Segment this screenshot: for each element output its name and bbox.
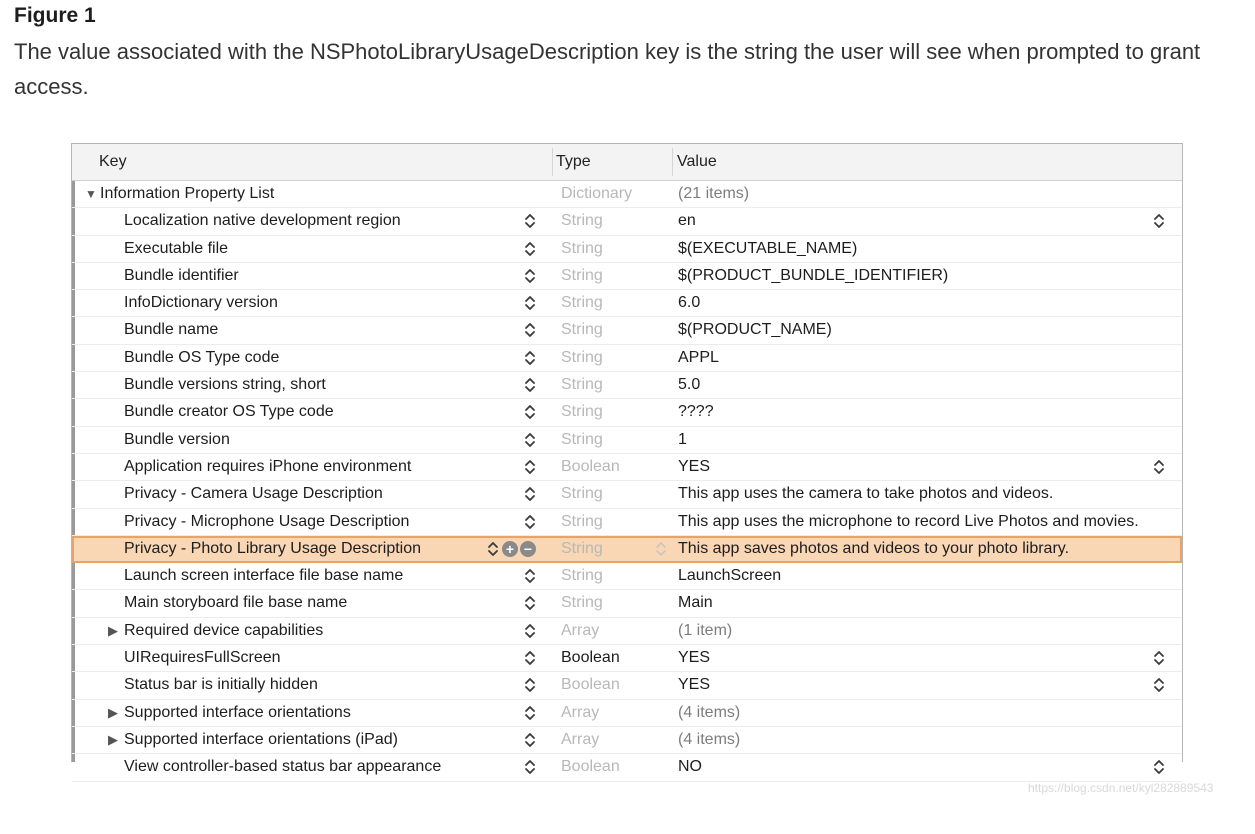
row-type[interactable]: Boolean	[561, 676, 620, 694]
remove-icon[interactable]: −	[520, 541, 536, 557]
column-header-value[interactable]: Value	[677, 153, 717, 170]
table-row[interactable]	[72, 372, 1182, 399]
key-stepper-icon[interactable]	[523, 402, 537, 422]
row-type[interactable]: String	[561, 567, 603, 585]
row-value[interactable]: 6.0	[678, 294, 701, 312]
row-type[interactable]: String	[561, 294, 603, 312]
row-value[interactable]: This app uses the microphone to record Live Photos and movies.	[678, 512, 1139, 530]
row-key[interactable]: View controller-based status bar appearance	[124, 758, 442, 776]
key-stepper-icon[interactable]	[523, 730, 537, 750]
value-stepper-icon[interactable]	[1152, 757, 1166, 777]
table-row[interactable]	[72, 509, 1182, 536]
row-value[interactable]: Main	[678, 594, 713, 612]
key-stepper-icon[interactable]	[523, 430, 537, 450]
add-icon[interactable]: +	[502, 541, 518, 557]
row-key: Information Property List	[100, 185, 275, 202]
disclosure-open-icon[interactable]: ▼	[85, 187, 97, 201]
key-stepper-icon[interactable]	[523, 293, 537, 313]
value-stepper-icon[interactable]	[1152, 675, 1166, 695]
key-stepper-icon[interactable]	[523, 566, 537, 586]
row-key[interactable]: Localization native development region	[124, 212, 401, 230]
table-row[interactable]	[72, 345, 1182, 372]
row-type[interactable]: String	[561, 512, 603, 530]
row-type[interactable]: Boolean	[561, 758, 620, 776]
row-type[interactable]: Boolean	[561, 649, 620, 667]
column-header-type[interactable]: Type	[556, 153, 591, 170]
row-key[interactable]: Privacy - Microphone Usage Description	[124, 512, 410, 530]
row-key[interactable]: Executable file	[124, 239, 229, 257]
key-stepper-icon[interactable]	[523, 348, 537, 368]
disclosure-closed-icon[interactable]: ▶	[108, 731, 118, 747]
row-key[interactable]: InfoDictionary version	[124, 294, 278, 312]
key-stepper-icon[interactable]	[523, 593, 537, 613]
row-key[interactable]: Required device capabilities	[124, 621, 324, 639]
disclosure-closed-icon[interactable]: ▶	[108, 704, 118, 720]
row-key[interactable]: Status bar is initially hidden	[124, 676, 318, 694]
property-rows	[72, 181, 1182, 782]
row-value[interactable]: YES	[678, 649, 711, 667]
row-key[interactable]: Application requires iPhone environment	[124, 457, 412, 475]
type-stepper-icon[interactable]	[654, 539, 668, 559]
row-type[interactable]: Array	[561, 621, 600, 639]
column-header-key[interactable]: Key	[99, 153, 127, 170]
key-stepper-icon[interactable]	[523, 320, 537, 340]
row-key[interactable]: Bundle versions string, short	[124, 376, 326, 394]
table-row[interactable]	[72, 290, 1182, 317]
row-type[interactable]: String	[561, 539, 603, 557]
row-key[interactable]: Bundle name	[124, 321, 219, 339]
table-row[interactable]	[72, 536, 1182, 563]
table-row[interactable]	[72, 208, 1182, 235]
row-type[interactable]: String	[561, 239, 603, 257]
row-value[interactable]: (1 item)	[678, 621, 733, 639]
key-stepper-icon[interactable]	[523, 621, 537, 641]
key-stepper-icon[interactable]	[523, 512, 537, 532]
key-stepper-icon[interactable]	[523, 239, 537, 259]
row-value[interactable]: This app saves photos and videos to your photo library.	[678, 539, 1070, 557]
value-stepper-icon[interactable]	[1152, 648, 1166, 668]
row-key[interactable]: Bundle creator OS Type code	[124, 403, 334, 421]
key-stepper-icon[interactable]	[523, 266, 537, 286]
row-key[interactable]: Bundle identifier	[124, 266, 239, 284]
row-value[interactable]: LaunchScreen	[678, 567, 782, 585]
row-value[interactable]: YES	[678, 676, 711, 694]
disclosure-closed-icon[interactable]: ▶	[108, 622, 118, 638]
property-list-editor	[71, 143, 1183, 776]
watermark-text: https://blog.csdn.net/kyl282889543	[1028, 781, 1214, 795]
row-type[interactable]: String	[561, 430, 603, 448]
key-stepper-icon[interactable]	[486, 539, 500, 559]
table-row[interactable]	[72, 236, 1182, 263]
row-type[interactable]: String	[561, 321, 603, 339]
column-divider[interactable]	[552, 148, 553, 176]
table-row[interactable]	[72, 700, 1182, 727]
row-value[interactable]: $(PRODUCT_BUNDLE_IDENTIFIER)	[678, 266, 949, 284]
row-value[interactable]: 5.0	[678, 376, 701, 394]
table-row[interactable]	[72, 590, 1182, 617]
row-type[interactable]: String	[561, 403, 603, 421]
row-type[interactable]: String	[561, 376, 603, 394]
table-row[interactable]	[72, 481, 1182, 508]
row-key[interactable]: Supported interface orientations (iPad)	[124, 730, 398, 748]
table-row[interactable]	[72, 618, 1182, 645]
row-value[interactable]: $(PRODUCT_NAME)	[678, 321, 832, 339]
row-type[interactable]: Array	[561, 703, 600, 721]
table-row[interactable]	[72, 727, 1182, 754]
key-stepper-icon[interactable]	[523, 675, 537, 695]
row-type[interactable]: String	[561, 485, 603, 503]
row-key[interactable]: UIRequiresFullScreen	[124, 649, 281, 667]
key-stepper-icon[interactable]	[523, 648, 537, 668]
key-stepper-icon[interactable]	[523, 757, 537, 777]
row-key[interactable]: Bundle OS Type code	[124, 348, 280, 366]
column-divider[interactable]	[672, 148, 673, 176]
row-value[interactable]: (4 items)	[678, 730, 741, 748]
table-row[interactable]	[72, 263, 1182, 290]
table-row[interactable]	[72, 399, 1182, 426]
table-row[interactable]	[72, 563, 1182, 590]
row-type[interactable]: String	[561, 266, 603, 284]
row-type[interactable]: Boolean	[561, 457, 620, 475]
key-stepper-icon[interactable]	[523, 211, 537, 231]
row-key[interactable]: Privacy - Photo Library Usage Description	[124, 539, 422, 557]
figure-title: Figure 1	[14, 4, 96, 27]
table-row[interactable]	[72, 645, 1182, 672]
table-row[interactable]	[72, 672, 1182, 699]
row-value[interactable]: 1	[678, 430, 687, 448]
key-stepper-icon[interactable]	[523, 703, 537, 723]
table-row-root[interactable]	[72, 181, 1182, 208]
row-value[interactable]: en	[678, 212, 696, 230]
row-type[interactable]: String	[561, 594, 603, 612]
value-stepper-icon[interactable]	[1152, 457, 1166, 477]
row-value[interactable]: ????	[678, 403, 714, 421]
figure-caption: The value associated with the NSPhotoLibraryUsageDescription key is the string the user will see when prompted to grant access.	[14, 39, 1201, 99]
key-stepper-icon[interactable]	[523, 375, 537, 395]
table-row[interactable]	[72, 427, 1182, 454]
table-row[interactable]	[72, 454, 1182, 481]
row-key[interactable]: Main storyboard file base name	[124, 594, 348, 612]
column-header	[72, 144, 1182, 181]
row-value[interactable]: APPL	[678, 348, 719, 366]
row-key[interactable]: Bundle version	[124, 430, 230, 448]
row-key[interactable]: Launch screen interface file base name	[124, 567, 404, 585]
table-row[interactable]	[72, 317, 1182, 344]
row-type[interactable]: String	[561, 348, 603, 366]
value-stepper-icon[interactable]	[1152, 211, 1166, 231]
row-controls	[486, 539, 536, 559]
row-type[interactable]: String	[561, 212, 603, 230]
row-key[interactable]: Privacy - Camera Usage Description	[124, 485, 383, 503]
row-value[interactable]: YES	[678, 457, 711, 475]
row-value[interactable]: NO	[678, 758, 702, 776]
table-row[interactable]	[72, 754, 1182, 781]
row-value[interactable]: $(EXECUTABLE_NAME)	[678, 239, 858, 257]
key-stepper-icon[interactable]	[523, 457, 537, 477]
row-value: (21 items)	[678, 185, 750, 202]
row-type[interactable]: Array	[561, 730, 600, 748]
row-value[interactable]: This app uses the camera to take photos and videos.	[678, 485, 1054, 503]
row-value[interactable]: (4 items)	[678, 703, 741, 721]
key-stepper-icon[interactable]	[523, 484, 537, 504]
row-key[interactable]: Supported interface orientations	[124, 703, 351, 721]
row-type: Dictionary	[561, 185, 633, 202]
